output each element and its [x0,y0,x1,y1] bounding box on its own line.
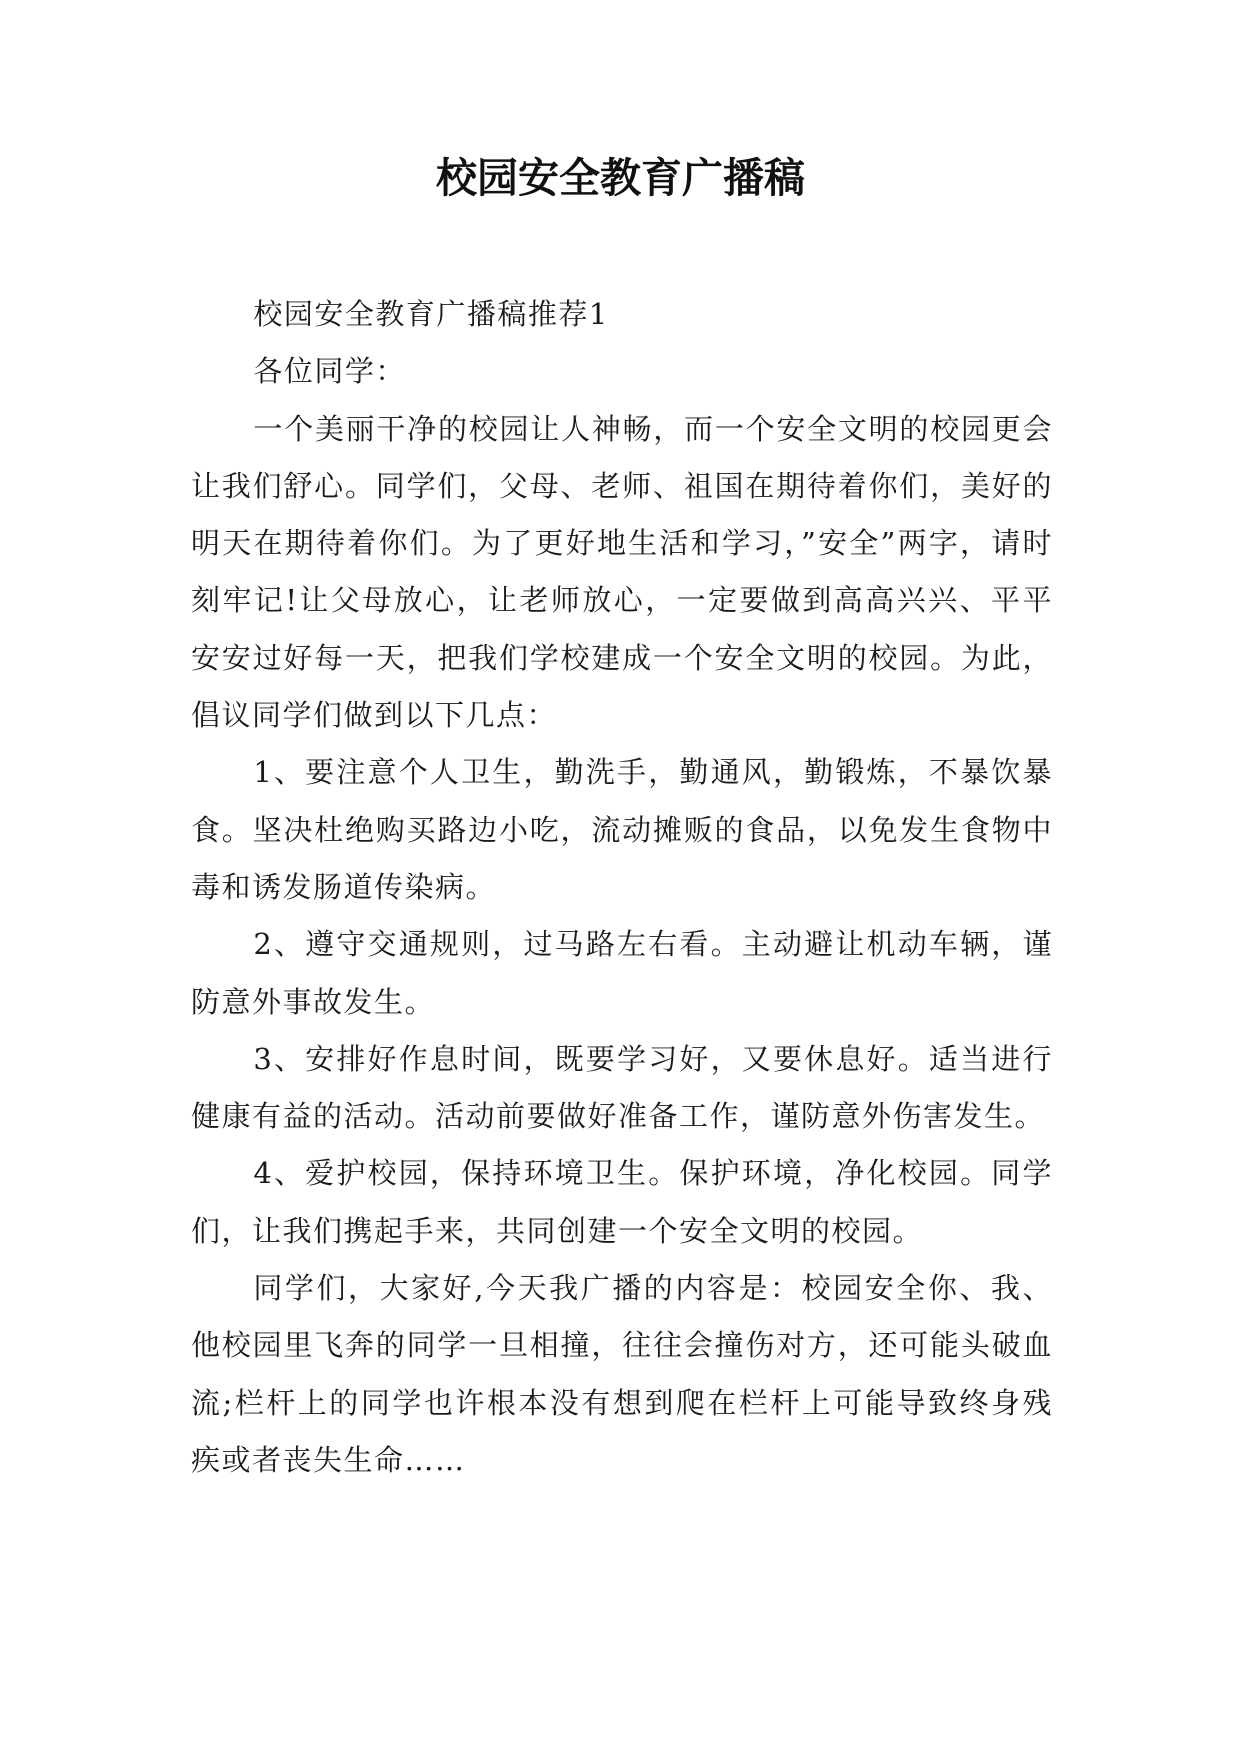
point-4-paragraph: 4、爱护校园，保持环境卫生。保护环境，净化校园。同学们，让我们携起手来，共同创建一个安全文明的校园。 [191,1156,1053,1248]
document-title: 校园安全教育广播稿 [436,154,805,202]
point-1-paragraph: 1、要注意个人卫生，勤洗手，勤通风，勤锻炼，不暴饮暴食。坚决杜绝购买路边小吃，流动摊贩的食品，以免发生食物中毒和诱发肠道传染病。 [191,755,1053,904]
salutation: 各位同学： [253,354,406,389]
point-3-paragraph: 3、安排好作息时间，既要学习好，又要休息好。适当进行健康有益的活动。活动前要做好准备工作，谨防意外伤害发生。 [191,1041,1053,1134]
section-heading: 校园安全教育广播稿推荐1 [253,297,609,331]
point-2-paragraph: 2、遵守交通规则，过马路左右看。主动避让机动车辆，谨防意外事故发生。 [191,927,1053,1019]
document-body [191,286,1053,1489]
broadcast-paragraph: 同学们，大家好,今天我广播的内容是：校园安全你、我、他校园里飞奔的同学一旦相撞，往往会撞伤对方，还可能头破血流;栏杆上的同学也许根本没有想到爬在栏杆上可能导致终身残疾或者丧失生命…… [191,1271,1053,1477]
intro-paragraph: 一个美丽干净的校园让人神畅，而一个安全文明的校园更会让我们舒心。同学们，父母、老师、祖国在期待着你们，美好的明天在期待着你们。为了更好地生活和学习，”安全”两字，请时刻牢记!让父母放心，让老师放心，一定要做到高高兴兴、平平安安过好每一天，把我们学校建成一个安全文明的校园。为此，倡议同学们做到以下几点： [191,411,1053,733]
